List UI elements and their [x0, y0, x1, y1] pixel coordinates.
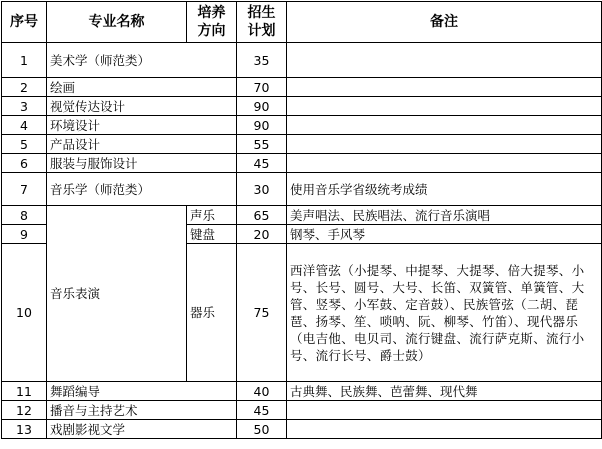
cell-remark	[287, 116, 602, 135]
cell-remark	[287, 97, 602, 116]
cell-index: 9	[2, 225, 47, 244]
table-row	[2, 173, 602, 206]
cell-name: 戏剧影视文学	[47, 420, 237, 439]
cell-remark: 使用音乐学省级统考成绩	[287, 173, 602, 206]
cell-index: 11	[2, 382, 47, 401]
header-direction-line2: 方向	[197, 23, 226, 39]
cell-index: 4	[2, 116, 47, 135]
cell-plan: 70	[237, 78, 287, 97]
cell-remark	[287, 43, 602, 78]
cell-plan: 35	[237, 43, 287, 78]
table-row	[2, 135, 602, 154]
header-row	[2, 2, 602, 43]
cell-name: 产品设计	[47, 135, 237, 154]
cell-index: 2	[2, 78, 47, 97]
cell-direction: 器乐	[187, 244, 237, 382]
cell-plan: 90	[237, 116, 287, 135]
header-direction	[187, 2, 237, 43]
table-row	[2, 78, 602, 97]
cell-remark: 钢琴、手风琴	[287, 225, 602, 244]
cell-plan: 45	[237, 154, 287, 173]
cell-remark	[287, 420, 602, 439]
cell-name-music-performance: 音乐表演	[47, 206, 187, 382]
cell-plan: 55	[237, 135, 287, 154]
cell-name: 音乐学（师范类）	[47, 173, 237, 206]
cell-index: 7	[2, 173, 47, 206]
header-index: 序号	[2, 2, 47, 43]
cell-name: 美术学（师范类）	[47, 43, 237, 78]
cell-plan: 40	[237, 382, 287, 401]
cell-index: 5	[2, 135, 47, 154]
cell-name: 环境设计	[47, 116, 237, 135]
cell-index: 8	[2, 206, 47, 225]
table-row	[2, 420, 602, 439]
cell-remark	[287, 78, 602, 97]
cell-index: 6	[2, 154, 47, 173]
cell-remark: 古典舞、民族舞、芭蕾舞、现代舞	[287, 382, 602, 401]
table-row	[2, 43, 602, 78]
cell-index: 10	[2, 244, 47, 382]
cell-plan: 30	[237, 173, 287, 206]
cell-name: 绘画	[47, 78, 237, 97]
majors-table	[1, 1, 602, 439]
cell-index: 1	[2, 43, 47, 78]
cell-name: 服装与服饰设计	[47, 154, 237, 173]
cell-name: 视觉传达设计	[47, 97, 237, 116]
table-row	[2, 154, 602, 173]
header-remark: 备注	[287, 2, 602, 43]
cell-remark	[287, 135, 602, 154]
cell-plan: 90	[237, 97, 287, 116]
cell-name: 舞蹈编导	[47, 382, 237, 401]
header-direction-line1: 培养	[197, 5, 226, 21]
table-row	[2, 97, 602, 116]
table-row	[2, 401, 602, 420]
cell-remark: 西洋管弦（小提琴、中提琴、大提琴、倍大提琴、小号、长号、圆号、大号、长笛、双簧管、单簧管、大管、竖琴、小军鼓、定音鼓）、民族管弦（二胡、琵琶、扬琴、笙、唢呐、阮、柳琴、竹笛）、现代器乐（电吉他、电贝司、流行键盘、流行萨克斯、流行小号、流行长号、爵士鼓）	[287, 244, 602, 382]
cell-remark	[287, 401, 602, 420]
cell-index: 12	[2, 401, 47, 420]
header-plan-line1: 招生	[247, 5, 276, 21]
header-name: 专业名称	[47, 2, 187, 43]
cell-direction: 声乐	[187, 206, 237, 225]
cell-remark	[287, 154, 602, 173]
table-row	[2, 116, 602, 135]
cell-plan: 50	[237, 420, 287, 439]
cell-plan: 75	[237, 244, 287, 382]
table-row	[2, 382, 602, 401]
table-row	[2, 206, 602, 225]
cell-index: 3	[2, 97, 47, 116]
cell-remark: 美声唱法、民族唱法、流行音乐演唱	[287, 206, 602, 225]
cell-plan: 65	[237, 206, 287, 225]
cell-index: 13	[2, 420, 47, 439]
cell-direction: 键盘	[187, 225, 237, 244]
header-plan	[237, 2, 287, 43]
cell-plan: 20	[237, 225, 287, 244]
cell-name: 播音与主持艺术	[47, 401, 237, 420]
cell-plan: 45	[237, 401, 287, 420]
header-plan-line2: 计划	[247, 23, 276, 39]
